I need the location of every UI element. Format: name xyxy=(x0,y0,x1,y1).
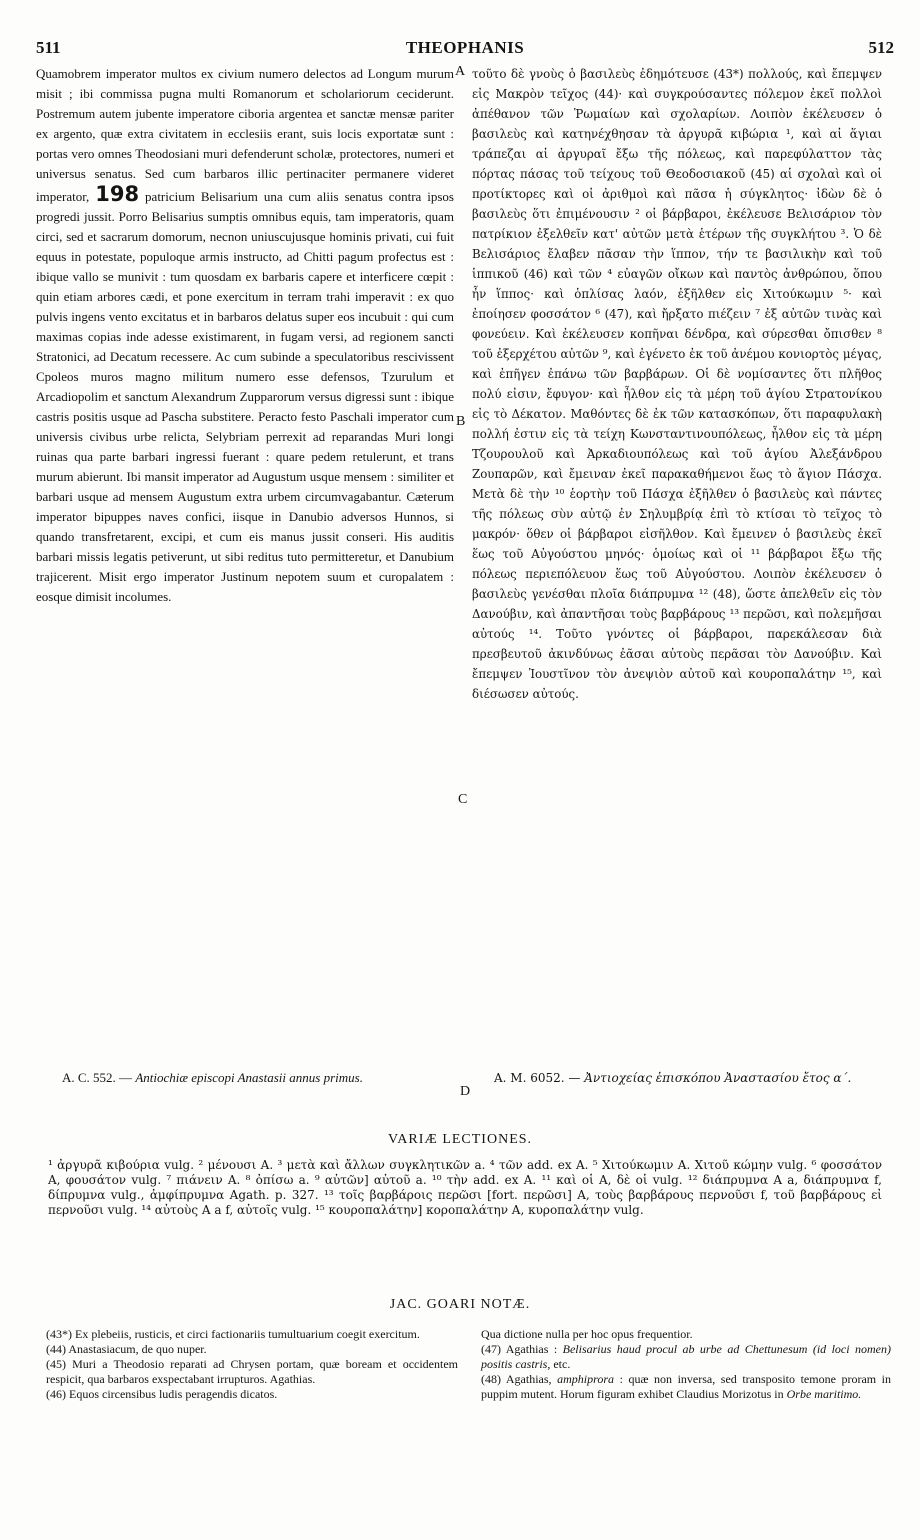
note-46: (46) Equos circensibus ludis peragendis dicatos. xyxy=(46,1387,278,1401)
note-43: (43*) Ex plebeiis, rusticis, et circi factionariis tumultuarium coegit exercitum. xyxy=(46,1327,420,1341)
note-45: (45) Muri a Theodosio reparati ad Chrysen portam, quæ boream et occidentem respicit, qua barbaros exspectabant irrupturos. Agathias. xyxy=(46,1357,458,1386)
column-marker-198: 198 xyxy=(95,182,140,206)
annotation-greek-date: A. M. 6052. — xyxy=(494,1071,581,1085)
page-number-left: 511 xyxy=(36,38,61,57)
note-44: (44) Anastasiacum, de quo nuper. xyxy=(46,1342,207,1356)
latin-text xyxy=(36,64,454,607)
greek-column xyxy=(472,64,882,704)
running-header xyxy=(36,38,894,62)
variae-text: ¹ ἀργυρᾶ κιβούρια vulg. ² μένουσι A. ³ μετὰ καὶ ἄλλων συγκλητικῶν a. ⁴ τῶν add. ex A. ⁵ Χιτούκωμιν A. Χιτοῦ κώμην vulg. ⁶ φοσσάτον A, φουσάτον vulg. ⁷ πιάνειν A. ⁸ ὀπίσω a. ⁹ αὐτῶν] αὐτοῦ a. ¹⁰ τὴν add. ex A. ¹¹ καὶ οἱ A, δὲ οἱ vulg. ¹² διάπρυμνα A a, διάπρυμνα f, δίπρυμνα vulg., ἀμφίπρυμνα Agath. p. 327. ¹³ τοῖς βαρβάροις περῶσι [fort. περῶσι] A, τοὺς βαρβάρους περνοῦσι f, τοῦ βαρβάρους εἰ περνοῦσι vulg. ¹⁴ αὐτοὺς A a f, αὐτοῖς vulg. ¹⁵ κουροπαλάτην] κοροπαλάτην A, κυροπαλάτην vulg. xyxy=(48,1158,882,1217)
margin-letter-b: B xyxy=(456,414,466,429)
running-title: THEOPHANIS xyxy=(405,38,525,57)
note-47 xyxy=(481,1342,891,1372)
notes-left-column xyxy=(46,1327,458,1402)
notae-title: JAC. GOARI NOTÆ. xyxy=(389,1297,531,1312)
note-48-text: : quæ non inversa, sed transposito temone proram in puppim mutent. Horum figuram exhibet Claudius Morizotus in xyxy=(481,1372,891,1401)
note-47-source: (47) Agathias : xyxy=(481,1342,558,1356)
variae-title: VARIÆ LECTIONES. xyxy=(387,1132,533,1147)
page-number-right: 512 xyxy=(868,38,894,57)
note-48 xyxy=(481,1372,891,1402)
margin-letter-d: D xyxy=(460,1084,471,1099)
annotation-greek xyxy=(494,1068,884,1088)
note-48-title: Orbe maritimo. xyxy=(786,1387,862,1401)
note-47-etc: etc. xyxy=(553,1357,571,1371)
latin-column xyxy=(36,64,454,607)
greek-text: τοῦτο δὲ γνοὺς ὁ βασιλεὺς ἐδημότευσε (43*) πολλούς, καὶ ἔπεμψεν εἰς Μακρὸν τεῖχος (44)· καὶ συγκρούσαντες πόλεμον ἐκεῖ πολλοὶ ἀπέθανον τῶν Ῥωμαίων καὶ σχολαρίων. Λοιπὸν ἐκέλευσεν ὁ βασιλεὺς καὶ κατηνέχθησαν τὰ ἀργυρᾶ κιβώρια ¹, καὶ αἱ ἅγιαι τράπεζαι αἱ ἀργυραῖ ἔξω τῆς πόλεως, καὶ παρεφύλαττον τὰς πόρτας πάσας τοῦ τείχους τοῦ Θεοδοσιακοῦ (45) αἱ σχολαὶ καὶ οἱ προτίκτορες καὶ οἱ ἀριθμοὶ καὶ πᾶσα ἡ σύγκλητος· ἰδὼν δὲ ὁ βασιλεὺς ὅτι ἐπιμένουσιν ² οἱ βάρβαροι, ἐκέλευσε Βελισάριον τὸν πατρίκιον ἐξελθεῖν κατ' αὐτῶν μετὰ ἑτέρων τῆς συγκλήτου ³. Ὁ δὲ Βελισάριος ἔλαβεν πᾶσαν τὴν ἵππον, τήν τε βασιλικὴν καὶ τοῦ ἱππικοῦ (46) καὶ τῶν ⁴ εὐαγῶν οἴκων καὶ παντὸς ἀνθρώπου, ὅπου ἦν ἵππος· καὶ ὁπλίσας λαόν, ἐξῆλθεν εἰς Χιτούκωμιν ⁵· καὶ ἐποίησεν φοσσάτον ⁶ (47), καὶ ἤρξατο πιέζειν ⁷ ἐξ αὐτῶν τινὰς καὶ φονεύειν. Καὶ ἐκέλευσεν κοπῆναι δένδρα, καὶ σύρεσθαι ὄπισθεν ⁸ τοῦ ἐξερχέτου αὐτῶν ⁹, καὶ ἐγένετο ἐκ τοῦ ἀνέμου κονιορτὸς μέγας, καὶ ἐπῆγεν ἐπάνω τῶν βαρβάρων. Οἱ δὲ νομίσαντες ὅτι πλῆθος πολύ εἰσιν, ἔφυγον· καὶ ἦλθον εἰς τὰ μέρη τοῦ ἁγίου Στρατονίκου εἰς τὸ Δέκατον. Μαθόντες δὲ ἐκ τῶν κατασκόπων, ὅτι παραφυλακὴ πολλή ἐστιν εἰς τὰ τείχη Κωνσταντινουπόλεως, ἦλθον εἰς τὰ μέρη Τζουρουλοῦ καὶ Ἀρκαδιουπόλεως καὶ τοῦ ἁγίου Ἀλεξάνδρου Ζουπαρῶν, καὶ ἔμειναν ἐκεῖ παρακαθήμενοι ἕως τὸ ἅγιον Πάσχα. Μετὰ δὲ τὴν ¹⁰ ἑορτὴν τοῦ Πάσχα ἐξῆλθεν ὁ βασιλεὺς καὶ πάντες τῆς πόλεως σὺν αὐτῷ ἐν Σηλυμβρίᾳ ἐπὶ τὸ κτίσαι τὸ τεῖχος τὸ μακρόν· ὅθεν οἱ βάρβαροι εἰσῆλθον. Καὶ ἔμεινεν ὁ βασιλεὺς ἐκεῖ ἕως τοῦ Αὐγούστου μηνός· ὁμοίως καὶ οἱ ¹¹ βάρβαροι ἔξω τῆς πόλεως περιεπόλευον ἕως τοῦ Αὐγούστου. Λοιπὸν ἐκέλευσεν ὁ βασιλεὺς γενέσθαι πλοῖα διάπρυμνα ¹² (48), ὥστε ἀπελθεῖν εἰς τὸν Δανούβιν, καὶ ἀπαντῆσαι τοὺς βαρβάρους ¹³ περῶσι, καὶ πολεμῆσαι αὐτούς ¹⁴. Τοῦτο γνόντες οἱ βάρβαροι, παρεκάλεσαν διὰ πρεσβευτοῦ ἀκινδύνως ἐᾶσαι αὐτοὺς περᾶσαι τὸν Δανούβιν. Καὶ ἔπεμψεν Ἰουστῖνον τὸν ἀνεψιὸν αὐτοῦ καὶ κουροπαλάτην ¹⁵, καὶ διέσωσεν αὐτούς. xyxy=(472,67,882,701)
note-46-continued: Qua dictione nulla per hoc opus frequentior. xyxy=(481,1327,693,1341)
latin-text-part1: Quamobrem imperator multos ex civium numero delectos ad Longum murum misit ; ibi commissa pugna multi Romanorum et scholariorum ceciderunt. Postremum autem jubente imperatore ciboria argentea et sanctæ mensæ pariter ex argento, quæ extra civitatem in ecclesiis erant, suis locis exportatæ sunt : portas vero omnes Theodosiani muri defenderunt scholæ, protectores, numeri et universus senatus. Sed cum barbaros illic pertinaciter permanere videret imperator, xyxy=(36,66,454,204)
latin-text-part2: patricium Belisarium una cum aliis senatus contra ipsos progredi jussit. Porro Belisarius sumptis omnibus equis, tam imperatoris, quam circi, sed et sacrarum domorum, necnon uniuscujusque hominis privati, cui fuit equus in potestate, populoque armis instructo, ad Chitti pagum profectus est : ibique vallo se munivit : tum quosdam ex barbaris capere et interficere cœpit : quin etiam arbores cædi, et pone exercitum in terram trahi imperavit : ex quo pulvis ingens vento excitatus et in barbaros delatus super eos incubuit : qui cum maximas copias inde adesse existimarent, in fugam versi, ad regionem sancti Stratonici, ad Decatum recessere. Ac cum subinde a speculatoribus rescivissent Cpoleos muros magno militum numero esse defensos, Tzurulum et Arcadiopolim et sanctum Alexandrum Zupparorum versus digressi sunt : ibique castris positis usque ad Pascha substitere. Peracto festo Paschali imperator cum universis civibus urbe relicta, Selybriam perrexit ad reparandas Muri longi ruinas qua parte barbari ingressi fuerant : quare pedem retulerunt, et trans murum abierunt. Ibi mansit imperator ad Augustum usque mensem : similiter et barbari usque ad mensem Augustum extra urbem circumvagabantur. Cæterum imperator bipuppes naves confici, iisque in Danubio adversos Hunnos, si quando transfretarent, excipi, et cum eis manus jussit conseri. His auditis barbari missis legatis petiverunt, ut sibi reditus tuto permitteretur, et Danubium trajicerent. Misit ergo imperator Justinum nepotem suum et curopalatem : eosque dimisit incolumes. xyxy=(36,189,454,604)
margin-letter-a: A xyxy=(455,64,466,79)
notes-right-column xyxy=(481,1327,891,1402)
note-48-source: (48) Agathias, xyxy=(481,1372,552,1386)
annotation-greek-text: Ἀντιοχείας ἐπισκόπου Ἀναστασίου ἔτος α΄. xyxy=(584,1071,852,1085)
note-48-term: amphiprora xyxy=(557,1372,615,1386)
note-47-quote: Belisarius haud procul ab urbe ad Chettunesum (id loci nomen) positis castris, xyxy=(481,1342,892,1371)
annotation-latin-text: Antiochiæ episcopi Anastasii annus primus. xyxy=(135,1070,363,1085)
annotation-latin xyxy=(62,1068,452,1088)
variae-lectiones xyxy=(48,1158,882,1218)
margin-letter-c: C xyxy=(458,792,468,807)
annotation-latin-date: A. C. 552. — xyxy=(62,1070,133,1085)
